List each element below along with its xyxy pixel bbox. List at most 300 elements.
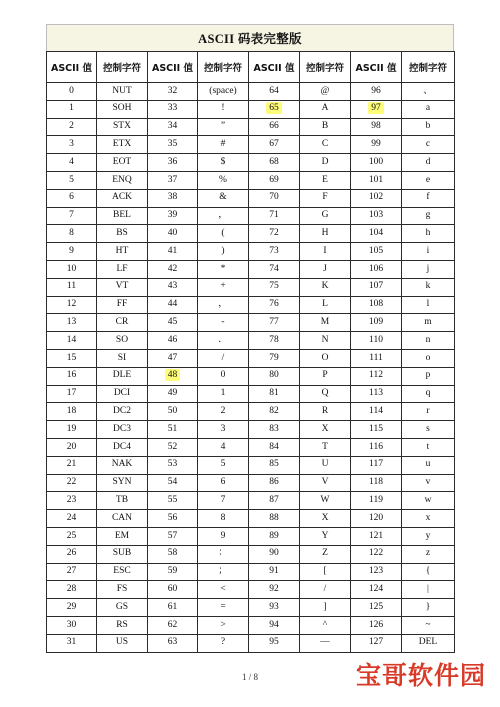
control-char-cell: s [402, 421, 455, 439]
ascii-value-cell: 85 [249, 456, 300, 474]
ascii-value-cell: 22 [47, 474, 97, 492]
control-char-cell: - [198, 314, 249, 332]
ascii-value-cell: 93 [249, 599, 300, 617]
control-char-cell: & [198, 189, 249, 207]
header-control-char: 控制字符 [402, 52, 455, 83]
control-char-cell: FF [97, 296, 148, 314]
ascii-value-cell: 104 [351, 225, 402, 243]
table-row [47, 527, 455, 545]
highlighted-value: 48 [165, 369, 181, 381]
ascii-value-cell: 127 [351, 634, 402, 652]
control-char-cell: P [300, 367, 351, 385]
header-control-char: 控制字符 [300, 52, 351, 83]
table-row [47, 634, 455, 652]
control-char-cell: SI [97, 349, 148, 367]
ascii-value-cell [351, 100, 402, 118]
table-row [47, 474, 455, 492]
control-char-cell: y [402, 527, 455, 545]
control-char-cell: > [198, 616, 249, 634]
control-char-cell: US [97, 634, 148, 652]
ascii-value-cell: 117 [351, 456, 402, 474]
table-row [47, 314, 455, 332]
table-body [47, 83, 455, 653]
table-row [47, 581, 455, 599]
ascii-value-cell: 41 [148, 243, 198, 261]
ascii-value-cell: 111 [351, 349, 402, 367]
ascii-value-cell: 40 [148, 225, 198, 243]
control-char-cell: GS [97, 599, 148, 617]
ascii-value-cell: 102 [351, 189, 402, 207]
ascii-value-cell: 107 [351, 278, 402, 296]
control-char-cell: Y [300, 527, 351, 545]
control-char-cell: j [402, 260, 455, 278]
control-char-cell: z [402, 545, 455, 563]
control-char-cell: 7 [198, 492, 249, 510]
control-char-cell: K [300, 278, 351, 296]
ascii-value-cell: 123 [351, 563, 402, 581]
control-char-cell: ETX [97, 136, 148, 154]
ascii-value-cell: 2 [47, 118, 97, 136]
ascii-value-cell: 116 [351, 438, 402, 456]
control-char-cell: Q [300, 385, 351, 403]
ascii-value-cell: 103 [351, 207, 402, 225]
ascii-value-cell: 80 [249, 367, 300, 385]
ascii-value-cell: 121 [351, 527, 402, 545]
ascii-value-cell: 66 [249, 118, 300, 136]
control-char-cell: SOH [97, 100, 148, 118]
control-char-cell: STX [97, 118, 148, 136]
control-char-cell: ． [198, 332, 249, 350]
control-char-cell: x [402, 510, 455, 528]
control-char-cell: ACK [97, 189, 148, 207]
ascii-value-cell: 23 [47, 492, 97, 510]
ascii-value-cell: 20 [47, 438, 97, 456]
control-char-cell: a [402, 100, 455, 118]
control-char-cell: l [402, 296, 455, 314]
table-row [47, 545, 455, 563]
ascii-value-cell: 70 [249, 189, 300, 207]
control-char-cell: k [402, 278, 455, 296]
control-char-cell: V [300, 474, 351, 492]
ascii-value-cell: 87 [249, 492, 300, 510]
ascii-value-cell [249, 100, 300, 118]
ascii-value-cell: 109 [351, 314, 402, 332]
control-char-cell: ENQ [97, 171, 148, 189]
control-char-cell: C [300, 136, 351, 154]
control-char-cell: ” [198, 118, 249, 136]
control-char-cell: | [402, 581, 455, 599]
table-row [47, 421, 455, 439]
control-char-cell: M [300, 314, 351, 332]
ascii-document [46, 24, 454, 653]
control-char-cell: N [300, 332, 351, 350]
ascii-value-cell: 52 [148, 438, 198, 456]
control-char-cell: NAK [97, 456, 148, 474]
ascii-value-cell: 108 [351, 296, 402, 314]
control-char-cell: ^ [300, 616, 351, 634]
control-char-cell: / [198, 349, 249, 367]
control-char-cell: g [402, 207, 455, 225]
table-row [47, 278, 455, 296]
header-control-char: 控制字符 [198, 52, 249, 83]
control-char-cell: + [198, 278, 249, 296]
ascii-value-cell: 12 [47, 296, 97, 314]
ascii-value-cell: 46 [148, 332, 198, 350]
control-char-cell: ) [198, 243, 249, 261]
ascii-value-cell: 115 [351, 421, 402, 439]
control-char-cell: NUT [97, 83, 148, 101]
control-char-cell: BEL [97, 207, 148, 225]
control-char-cell: 5 [198, 456, 249, 474]
ascii-value-cell: 63 [148, 634, 198, 652]
ascii-value-cell: 69 [249, 171, 300, 189]
ascii-value-cell: 58 [148, 545, 198, 563]
ascii-value-cell: 99 [351, 136, 402, 154]
control-char-cell: 1 [198, 385, 249, 403]
control-char-cell: T [300, 438, 351, 456]
ascii-value-cell: 101 [351, 171, 402, 189]
ascii-value-cell: 53 [148, 456, 198, 474]
ascii-value-cell: 29 [47, 599, 97, 617]
watermark-logo [350, 655, 492, 693]
ascii-value-cell: 6 [47, 189, 97, 207]
ascii-value-cell: 72 [249, 225, 300, 243]
control-char-cell: DC2 [97, 403, 148, 421]
ascii-value-cell: 73 [249, 243, 300, 261]
control-char-cell: $ [198, 154, 249, 172]
ascii-value-cell: 90 [249, 545, 300, 563]
table-row [47, 510, 455, 528]
control-char-cell: G [300, 207, 351, 225]
ascii-value-cell: 125 [351, 599, 402, 617]
ascii-value-cell: 35 [148, 136, 198, 154]
control-char-cell: h [402, 225, 455, 243]
control-char-cell: ； [198, 563, 249, 581]
control-char-cell: e [402, 171, 455, 189]
ascii-value-cell: 17 [47, 385, 97, 403]
control-char-cell: / [300, 581, 351, 599]
ascii-value-cell: 49 [148, 385, 198, 403]
control-char-cell: VT [97, 278, 148, 296]
ascii-value-cell: 124 [351, 581, 402, 599]
header-ascii-value: ASCII 值 [47, 52, 97, 83]
control-char-cell: 8 [198, 510, 249, 528]
control-char-cell: p [402, 367, 455, 385]
control-char-cell: % [198, 171, 249, 189]
control-char-cell: W [300, 492, 351, 510]
ascii-value-cell: 43 [148, 278, 198, 296]
control-char-cell: — [300, 634, 351, 652]
control-char-cell: L [300, 296, 351, 314]
ascii-value-cell: 47 [148, 349, 198, 367]
control-char-cell: EM [97, 527, 148, 545]
table-row [47, 385, 455, 403]
ascii-value-cell: 18 [47, 403, 97, 421]
control-char-cell: i [402, 243, 455, 261]
control-char-cell: v [402, 474, 455, 492]
control-char-cell: ! [198, 100, 249, 118]
ascii-value-cell: 74 [249, 260, 300, 278]
ascii-value-cell: 76 [249, 296, 300, 314]
ascii-value-cell: 51 [148, 421, 198, 439]
ascii-value-cell: 68 [249, 154, 300, 172]
ascii-value-cell: 15 [47, 349, 97, 367]
control-char-cell: R [300, 403, 351, 421]
control-char-cell: BS [97, 225, 148, 243]
control-char-cell: SO [97, 332, 148, 350]
ascii-value-cell: 57 [148, 527, 198, 545]
control-char-cell: b [402, 118, 455, 136]
control-char-cell: = [198, 599, 249, 617]
control-char-cell: 、 [402, 83, 455, 101]
ascii-value-cell: 118 [351, 474, 402, 492]
control-char-cell: RS [97, 616, 148, 634]
control-char-cell: F [300, 189, 351, 207]
ascii-value-cell: 78 [249, 332, 300, 350]
ascii-table [46, 51, 455, 653]
control-char-cell: SUB [97, 545, 148, 563]
control-char-cell: LF [97, 260, 148, 278]
control-char-cell: d [402, 154, 455, 172]
ascii-value-cell: 92 [249, 581, 300, 599]
table-row [47, 100, 455, 118]
ascii-value-cell: 7 [47, 207, 97, 225]
ascii-value-cell: 88 [249, 510, 300, 528]
control-char-cell: E [300, 171, 351, 189]
control-char-cell: 6 [198, 474, 249, 492]
control-char-cell: A [300, 100, 351, 118]
ascii-value-cell: 42 [148, 260, 198, 278]
ascii-value-cell: 71 [249, 207, 300, 225]
table-row [47, 154, 455, 172]
ascii-value-cell: 77 [249, 314, 300, 332]
ascii-value-cell: 94 [249, 616, 300, 634]
table-row [47, 438, 455, 456]
control-char-cell: (space) [198, 83, 249, 101]
table-row [47, 171, 455, 189]
ascii-value-cell: 86 [249, 474, 300, 492]
control-char-cell: 0 [198, 367, 249, 385]
control-char-cell: B [300, 118, 351, 136]
ascii-value-cell: 79 [249, 349, 300, 367]
control-char-cell: U [300, 456, 351, 474]
control-char-cell: I [300, 243, 351, 261]
ascii-value-cell: 25 [47, 527, 97, 545]
table-row [47, 616, 455, 634]
control-char-cell: r [402, 403, 455, 421]
ascii-value-cell: 96 [351, 83, 402, 101]
table-row [47, 563, 455, 581]
ascii-value-cell [148, 367, 198, 385]
ascii-value-cell: 26 [47, 545, 97, 563]
ascii-value-cell: 39 [148, 207, 198, 225]
ascii-value-cell: 98 [351, 118, 402, 136]
ascii-value-cell: 55 [148, 492, 198, 510]
ascii-value-cell: 100 [351, 154, 402, 172]
ascii-value-cell: 45 [148, 314, 198, 332]
control-char-cell: ： [198, 545, 249, 563]
ascii-value-cell: 122 [351, 545, 402, 563]
control-char-cell: DLE [97, 367, 148, 385]
control-char-cell: EOT [97, 154, 148, 172]
table-row [47, 456, 455, 474]
ascii-value-cell: 37 [148, 171, 198, 189]
control-char-cell: q [402, 385, 455, 403]
ascii-value-cell: 61 [148, 599, 198, 617]
ascii-value-cell: 30 [47, 616, 97, 634]
control-char-cell: DC3 [97, 421, 148, 439]
control-char-cell: < [198, 581, 249, 599]
table-row [47, 83, 455, 101]
control-char-cell: ] [300, 599, 351, 617]
control-char-cell: ESC [97, 563, 148, 581]
control-char-cell: o [402, 349, 455, 367]
header-control-char: 控制字符 [97, 52, 148, 83]
page-indicator: 1 / 8 [241, 672, 258, 682]
ascii-value-cell: 126 [351, 616, 402, 634]
control-char-cell: TB [97, 492, 148, 510]
ascii-value-cell: 113 [351, 385, 402, 403]
highlighted-value: 65 [266, 102, 282, 114]
ascii-value-cell: 110 [351, 332, 402, 350]
table-row [47, 296, 455, 314]
ascii-value-cell: 3 [47, 136, 97, 154]
table-row [47, 225, 455, 243]
ascii-value-cell: 32 [148, 83, 198, 101]
ascii-value-cell: 91 [249, 563, 300, 581]
control-char-cell: H [300, 225, 351, 243]
control-char-cell: { [402, 563, 455, 581]
ascii-value-cell: 9 [47, 243, 97, 261]
control-char-cell: * [198, 260, 249, 278]
control-char-cell: O [300, 349, 351, 367]
table-row [47, 118, 455, 136]
control-char-cell: SYN [97, 474, 148, 492]
control-char-cell: t [402, 438, 455, 456]
control-char-cell: DCI [97, 385, 148, 403]
ascii-value-cell: 89 [249, 527, 300, 545]
ascii-value-cell: 67 [249, 136, 300, 154]
table-row [47, 207, 455, 225]
control-char-cell: DC4 [97, 438, 148, 456]
control-char-cell: ? [198, 634, 249, 652]
control-char-cell: m [402, 314, 455, 332]
control-char-cell: # [198, 136, 249, 154]
table-header-row [47, 52, 455, 83]
ascii-value-cell: 95 [249, 634, 300, 652]
ascii-value-cell: 105 [351, 243, 402, 261]
ascii-value-cell: 11 [47, 278, 97, 296]
ascii-value-cell: 34 [148, 118, 198, 136]
ascii-value-cell: 114 [351, 403, 402, 421]
control-char-cell: } [402, 599, 455, 617]
ascii-value-cell: 75 [249, 278, 300, 296]
control-char-cell: J [300, 260, 351, 278]
ascii-value-cell: 33 [148, 100, 198, 118]
ascii-value-cell: 16 [47, 367, 97, 385]
control-char-cell: ， [198, 207, 249, 225]
table-row [47, 403, 455, 421]
ascii-value-cell: 1 [47, 100, 97, 118]
ascii-value-cell: 82 [249, 403, 300, 421]
control-char-cell: c [402, 136, 455, 154]
ascii-value-cell: 4 [47, 154, 97, 172]
control-char-cell: @ [300, 83, 351, 101]
watermark-text: 宝哥软件园 [355, 661, 486, 690]
ascii-value-cell: 31 [47, 634, 97, 652]
ascii-value-cell: 59 [148, 563, 198, 581]
ascii-value-cell: 83 [249, 421, 300, 439]
ascii-value-cell: 44 [148, 296, 198, 314]
ascii-value-cell: 0 [47, 83, 97, 101]
ascii-value-cell: 38 [148, 189, 198, 207]
control-char-cell: u [402, 456, 455, 474]
ascii-value-cell: 81 [249, 385, 300, 403]
control-char-cell: CR [97, 314, 148, 332]
ascii-value-cell: 119 [351, 492, 402, 510]
table-row [47, 243, 455, 261]
ascii-value-cell: 60 [148, 581, 198, 599]
table-row [47, 492, 455, 510]
control-char-cell: 2 [198, 403, 249, 421]
header-ascii-value: ASCII 值 [249, 52, 300, 83]
control-char-cell: HT [97, 243, 148, 261]
table-row [47, 367, 455, 385]
ascii-value-cell: 21 [47, 456, 97, 474]
ascii-value-cell: 106 [351, 260, 402, 278]
highlighted-value: 97 [368, 102, 384, 114]
control-char-cell: DEL [402, 634, 455, 652]
ascii-value-cell: 8 [47, 225, 97, 243]
ascii-value-cell: 64 [249, 83, 300, 101]
ascii-value-cell: 54 [148, 474, 198, 492]
table-row [47, 599, 455, 617]
control-char-cell: ( [198, 225, 249, 243]
table-title: ASCII 码表完整版 [46, 24, 454, 51]
ascii-value-cell: 62 [148, 616, 198, 634]
control-char-cell: 9 [198, 527, 249, 545]
ascii-value-cell: 84 [249, 438, 300, 456]
ascii-value-cell: 36 [148, 154, 198, 172]
ascii-value-cell: 50 [148, 403, 198, 421]
ascii-value-cell: 5 [47, 171, 97, 189]
control-char-cell: X [300, 421, 351, 439]
control-char-cell: D [300, 154, 351, 172]
header-ascii-value: ASCII 值 [351, 52, 402, 83]
control-char-cell: FS [97, 581, 148, 599]
control-char-cell: 4 [198, 438, 249, 456]
header-ascii-value: ASCII 值 [148, 52, 198, 83]
ascii-value-cell: 120 [351, 510, 402, 528]
ascii-value-cell: 10 [47, 260, 97, 278]
control-char-cell: CAN [97, 510, 148, 528]
ascii-value-cell: 13 [47, 314, 97, 332]
control-char-cell: X [300, 510, 351, 528]
control-char-cell: f [402, 189, 455, 207]
ascii-value-cell: 27 [47, 563, 97, 581]
table-row [47, 349, 455, 367]
control-char-cell: ， [198, 296, 249, 314]
control-char-cell: n [402, 332, 455, 350]
ascii-value-cell: 112 [351, 367, 402, 385]
ascii-value-cell: 28 [47, 581, 97, 599]
ascii-value-cell: 56 [148, 510, 198, 528]
ascii-value-cell: 14 [47, 332, 97, 350]
table-row [47, 189, 455, 207]
control-char-cell: 3 [198, 421, 249, 439]
table-row [47, 260, 455, 278]
control-char-cell: [ [300, 563, 351, 581]
